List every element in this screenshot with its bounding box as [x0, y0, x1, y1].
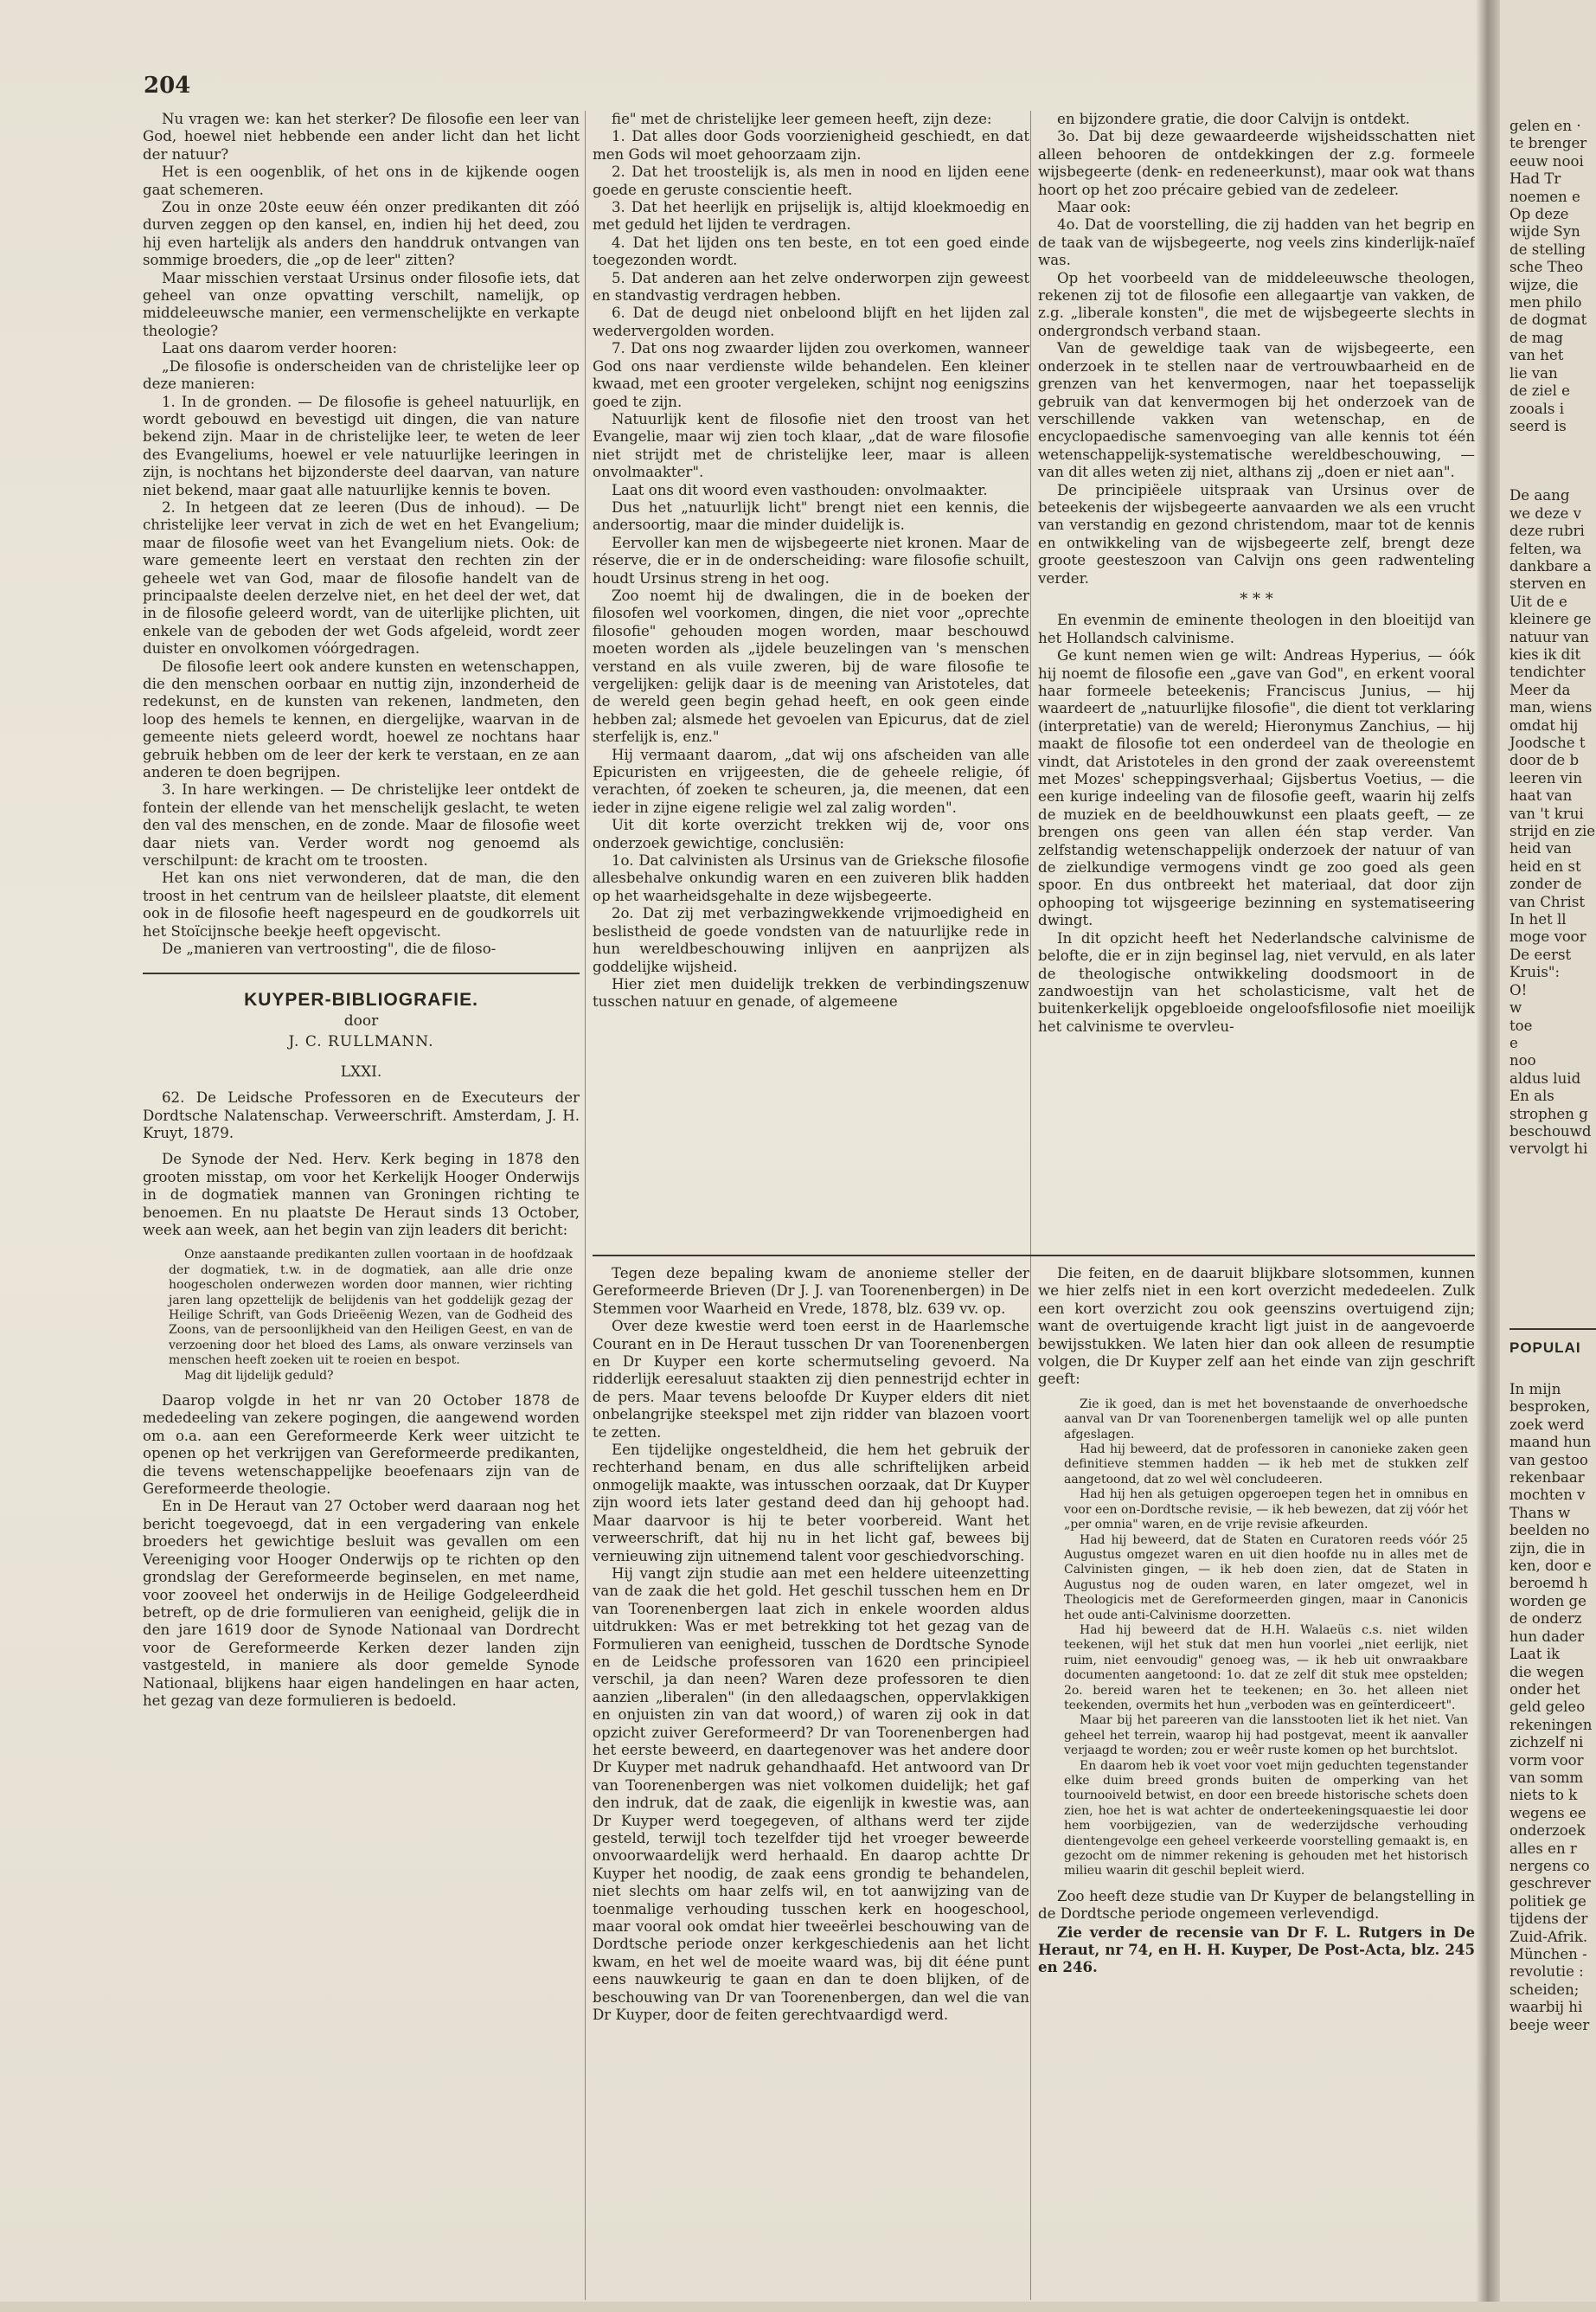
- paragraph: De filosofie leert ook andere kunsten en wetenschappen, die den menschen oorbaar en nuttig zijn, inzonderheid de redekunst, en de kunsten van rekenen, landmeten, den loop des hemels te kennen, en diergelijke, waarvan in de gemeente niets geleerd wordt, hoewel ze nochtans haar gebruik hebben om de leer der kerk te verstaan, en ze aan anderen te doen begrijpen.: [143, 658, 580, 781]
- adjacent-line: toe: [1509, 1017, 1533, 1034]
- adjacent-line: die wegen: [1509, 1663, 1585, 1680]
- page-number: 204: [144, 73, 191, 99]
- paragraph: Van de geweldige taak van de wijsbegeerte, een onderzoek in te stellen naar de vertrouwbaarheid en de grenzen van het kenvermogen, naar het toepasselijk gebruik van dat kenvermogen bij het onderzoek van de verschillende vakken van wetenschap, en de encyclopaedische samenvoeging van alle kennis tot één wetenschappelijk-systematische wereldbeschouwing, — van dit alles weten zij niet, althans zij „doen er niet aan".: [1038, 340, 1475, 481]
- column-1-body: [143, 111, 580, 959]
- paragraph: 2o. Dat zij met verbazingwekkende vrijmoedigheid en beslistheid de goede vondsten van de natuurlijke rede in hun wereldbeschouwing inlijven en aanprijzen als goddelijke wijsheid.: [593, 905, 1029, 975]
- adjacent-page-edge: [1492, 0, 1596, 2302]
- adjacent-line: w: [1509, 999, 1522, 1017]
- adjacent-line: aldus luid: [1509, 1069, 1581, 1087]
- adjacent-line: Joodsche t: [1509, 735, 1586, 751]
- reference-note: Zie verder de recensie van Dr F. L. Rutgers in De Heraut, nr 74, en H. H. Kuyper, De Post-Acta, blz. 245 en 246.: [1038, 1923, 1475, 1976]
- quote-paragraph: Had hij beweerd dat de H.H. Walaeüs c.s. niet wilden teekenen, wijl het stuk dat men hun voorlei „niet eerlijk, niet ruim, niet eenvoudig" genoeg was, — ik heb uit onwraakbare documenten aangetoond: 1o. dat ze zelf dit stuk mee opstelden; 2o. bereid waren het te teekenen; en 3o. het alleen niet teekenden, overmits het hun „verboden was en geïnterdiceert".: [1064, 1622, 1468, 1712]
- bibliography-entry: 62. De Leidsche Professoren en de Executeurs der Dordtsche Nalatenschap. Verweerschrift. Amsterdam, J. H. Kruyt, 1879.: [143, 1089, 580, 1141]
- paragraph: Hier ziet men duidelijk trekken de verbindingszenuw tusschen natuur en genade, of algemeene: [593, 975, 1029, 1011]
- adjacent-line: Laat ik: [1509, 1646, 1561, 1663]
- quote-paragraph: Had hij beweerd, dat de Staten en Curatoren reeds vóór 25 Augustus omgezet waren en uit dien hoofde nu in alles met de Calvinisten gingen, — ik heb doen zien, dat de Staten in Augustus nog de ouden waren, en later omgezet, wel in Theologicis met de Gereformeerden gingen, maar in Canonicis het oude anti-Calvinisme doorzetten.: [1064, 1532, 1468, 1622]
- adjacent-line: van gestoo: [1509, 1451, 1588, 1468]
- adjacent-page-text-top: [1509, 118, 1596, 1159]
- adjacent-line: In het ll: [1509, 911, 1567, 928]
- adjacent-line: ken, door e: [1509, 1557, 1592, 1575]
- paragraph: 3. Dat het heerlijk en prijselijk is, altijd kloekmoedig en met geduld het lijden te verdragen.: [593, 199, 1029, 234]
- adjacent-line: O!: [1509, 981, 1528, 999]
- column-divider-2: [1030, 111, 1031, 2300]
- adjacent-gap: [1509, 435, 1596, 487]
- quote-paragraph: En daarom heb ik voet voor voet mijn geduchten tegenstander elke duim breed gronds buiten de omperking van het tournooiveld betwist, en door een breede historische schets doen zien, hoe het is wat achter de onderteekeningsquaestie lei door hem voorbijgezien, van de wederzijdsche verhouding dientengevolge een geheel verkeerde voorstelling gemaakt is, en gezocht om de nimmer rekening is gehouden met het historisch milieu waarin dit geschil bepleit wierd.: [1064, 1758, 1468, 1878]
- adjacent-page-heading: POPULAI: [1509, 1339, 1581, 1356]
- paragraph: Een tijdelijke ongesteldheid, die hem het gebruik der rechterhand benam, en dus alle schriftelijken arbeid onmogelijk maakte, was intusschen oorzaak, dat Dr Kuyper zijn woord iets later gestand deed dan hij gehoopt had. Maar daarvoor is hij te beter voorbereid. Want het verweerschrift, dat hij nu in het licht gaf, bewees bij vernieuwing zijn uitnemend talent voor geschiedvorsching.: [593, 1442, 1029, 1564]
- paragraph: 1. Dat alles door Gods voorzienigheid geschiedt, en dat men Gods wil moet gehoorzaam zijn.: [593, 128, 1029, 163]
- adjacent-line: beeje weer: [1509, 2016, 1590, 2033]
- paragraph: Eervoller kan men de wijsbegeerte niet kronen. Maar de réserve, die er in de onderscheiding: ware filosofie schuilt, houdt Ursinus streng in het oog.: [593, 534, 1029, 587]
- adjacent-line: seerd is: [1509, 417, 1567, 434]
- adjacent-line: deze rubri: [1509, 523, 1585, 540]
- adjacent-line: heid van: [1509, 840, 1572, 857]
- paragraph: Daarop volgde in het nr van 20 October 1878 de mededeeling van zekere pogingen, die aangewend worden om o.a. aan een Gereformeerde Kerk weer uitzicht te openen op het verkrijgen van Gereformeerde predikanten, die tevens wetenschappelijke beoefenaars zijn van de Gereformeerde theologie.: [143, 1392, 580, 1498]
- bibliography-body-2: [143, 1392, 580, 1710]
- adjacent-line: Zuid-Afrik.: [1509, 1928, 1588, 1945]
- paragraph: Maar ook:: [1057, 199, 1131, 216]
- bibliography-body: [143, 1151, 580, 1239]
- adjacent-line: niets to k: [1509, 1787, 1578, 1804]
- adjacent-line: beroemd h: [1509, 1575, 1588, 1592]
- paragraph: 2. In hetgeen dat ze leeren (Dus de inhoud). — De christelijke leer vervat in zich de wet en het Evangelium; maar de filosofie weet van het Evangelium niets. Ook: de ware gemeente leert en verstaat den rechten zin der geheele wet van God, maar de filosofie handelt van de principaalste deelen derzelve niet, en het deel der wet, dat in de filosofie geleerd wordt, van de uiterlijke plichten, uit enkele van de geboden der wet Gods afgeleid, wordt zeer duister en onvolkomen vóórgedragen.: [143, 498, 580, 658]
- adjacent-line: nergens co: [1509, 1857, 1590, 1874]
- adjacent-line: Op deze: [1509, 206, 1569, 223]
- adjacent-line: van 't krui: [1509, 805, 1584, 822]
- quote-paragraph: Zie ik goed, dan is met het bovenstaande de onverhoedsche aanval van Dr van Toorenenbergen tamelijk wel op alle punten afgeslagen.: [1064, 1397, 1468, 1442]
- adjacent-line: van het: [1509, 347, 1564, 364]
- adjacent-line: de stelling: [1509, 241, 1586, 258]
- adjacent-line: hun dader: [1509, 1628, 1585, 1645]
- section-rule: [143, 973, 580, 974]
- column-divider-1: [585, 111, 586, 2300]
- adjacent-line: geschrever: [1509, 1875, 1591, 1892]
- adjacent-line: besproken,: [1509, 1398, 1591, 1416]
- adjacent-line: Thans w: [1509, 1504, 1571, 1521]
- adjacent-line: te brenger: [1509, 135, 1587, 152]
- paragraph: en bijzondere gratie, die door Calvijn is ontdekt.: [1057, 111, 1410, 127]
- paragraph: 4. Dat het lijden ons ten beste, en tot een goed einde toegezonden wordt.: [593, 234, 1029, 269]
- adjacent-line: de onderz: [1509, 1610, 1582, 1628]
- adjacent-line: rekeningen: [1509, 1716, 1593, 1733]
- adjacent-page-text-bottom: [1509, 1381, 1596, 2034]
- paragraph: Ge kunt nemen wien ge wilt: Andreas Hyperius, — óók hij noemt de filosofie een „gave van God", en erkent vooral haar formeele beteekenis; Franciscus Junius, — hij waardeert de „natuurlijke filosofie", die dient tot verklaring (interpretatie) van de wereld; Hieronymus Zanchius, — hij maakt de filosofie tot een onderdeel van de theologie en vindt, dat Aristoteles in den grond der zaak overeenstemt met Mozes' scheppingsverhaal; Gijsbertus Voetius, — die een kurige indeeling van de filosofie geeft, waarin hij zelfs de muziek en de beeldhouwkunst een plaats geeft, — ze brengen ons geen van allen één stap verder. Van zelfstandig wetenschappelijk onderzoek der natuur of van de zielkundige vermogens vindt ge zoo goed als geen spoor. En dus ontbreekt het materiaal, dat door zijn ophooping tot wijsgeerige bezinning en systematiseering dwingt.: [1038, 647, 1475, 929]
- adjacent-line: lie van: [1509, 364, 1558, 382]
- adjacent-line: omdat hij: [1509, 716, 1579, 734]
- adjacent-line: wijde Syn: [1509, 223, 1580, 241]
- paragraph: Hij vangt zijn studie aan met een heldere uiteenzetting van de zaak die het gold. Het geschil tusschen hem en Dr van Toorenenbergen laat zich in enkele woorden aldus uitdrukken: Was er met betrekking tot het gezag van de Formulieren van eenigheid, tusschen de Dordtsche Synode en de Leidsche professoren van 1620 een principieel verschil, ja dan neen? Waren deze professoren te dien aanzien „liberalen" (in den alledaagschen, oppervlakkigen en onjuisten zin van dat woord,) of waren zij ook in dat opzicht zuiver Gereformeerd? Dr van Toorenenbergen had het eerste beweerd, en daartegenover was het andere door Dr Kuyper met nadruk gehandhaafd. Het antwoord van Dr van Toorenenbergen was niet volkomen duidelijk; het gaf den indruk, dat de zaak, die eigenlijk in kwestie was, aan Dr Kuyper werd toegegeven, of althans werd ter zijde gesteld, terwijl toch tezelfder tijd het vroeger beweerde onvoorwaardelijk werd herhaald. En daarop achtte Dr Kuyper het noodig, de zaak eens grondig te behandelen, niet slechts om haar zelfs wil, en tot aanwijzing van de toenmalige verhouding tusschen kerk en hoogeschool, maar vooral ook omdat hier tweeërlei beschouwing van de Dordtsche periode onzer kerkgeschiedenis aan het licht kwam, en het wel de moeite waard was, bij dit ééne punt eens nauwkeurig te gaan en dan te doen blijken, of de beschouwing van Dr van Toorenenbergen, dan wel die van Dr Kuyper, door de feiten gerechtvaardigd werd.: [593, 1564, 1029, 2024]
- paragraph: Over deze kwestie werd toen eerst in de Haarlemsche Courant en in De Heraut tusschen Dr van Toorenenbergen en Dr Kuyper een korte schermutseling gevoerd. Na ridderlijk eeresaluut staakten zij dien pennestrijd echter in de pers. Maar tevens beloofde Dr Kuyper elders dit niet onbelangrijke steekspel met zijn ridder van blazoen voort te zetten.: [593, 1318, 1029, 1441]
- adjacent-line: beelden no: [1509, 1522, 1590, 1539]
- adjacent-line: worden ge: [1509, 1592, 1586, 1609]
- paragraph: De „manieren van vertroosting", die de filoso-: [162, 941, 497, 958]
- paragraph: Laat ons dit woord even vasthouden: onvolmaakter.: [612, 481, 988, 498]
- adjacent-line: felten, wa: [1509, 540, 1582, 557]
- adjacent-line: onder het: [1509, 1680, 1580, 1698]
- adjacent-line: dankbare a: [1509, 557, 1592, 575]
- adjacent-line: zichzelf ni: [1509, 1734, 1584, 1751]
- adjacent-line: de mag: [1509, 329, 1563, 346]
- paragraph: In dit opzicht heeft het Nederlandsche calvinisme de belofte, die er in zijn beginsel lag, niet vervuld, en als later de theologische ontwikkeling doodsmoort in de zandwoestijn van het scholasticisme, valt het de buitenkerkelijk opgebloeide ongeloofsfilosofie niet moeilijk het calvinisme te overvleu-: [1038, 929, 1475, 1035]
- adjacent-line: kleinere ge: [1509, 611, 1592, 628]
- adjacent-line: rekenbaar: [1509, 1469, 1585, 1487]
- bibliography-door: door: [343, 1012, 379, 1030]
- adjacent-line: maand hun: [1509, 1434, 1592, 1451]
- adjacent-line: alles en r: [1509, 1840, 1577, 1857]
- paragraph: De Synode der Ned. Herv. Kerk beging in 1878 den grooten misstap, om voor het Kerkelijk Hooger Onderwijs in de dogmatiek mannen van Groningen richting te benoemen. En nu plaatste De Heraut sinds 13 October, week aan week, aan het begin van zijn leaders dit bericht:: [143, 1151, 580, 1238]
- adjacent-line: strophen g: [1509, 1105, 1588, 1122]
- adjacent-line: door de b: [1509, 752, 1580, 769]
- paragraph: Tegen deze bepaling kwam de anonieme steller der Gereformeerde Brieven (Dr J. J. van Toorenenbergen) in De Stemmen voor Waarheid en Vrede, 1878, blz. 639 vv. op.: [593, 1265, 1029, 1317]
- paragraph: 2. Dat het troostelijk is, als men in nood en lijden eene goede en geruste conscientie heeft.: [593, 164, 1029, 198]
- section-stars: * * *: [1240, 589, 1273, 608]
- adjacent-line: sche Theo: [1509, 259, 1584, 276]
- paragraph: Laat ons daarom verder hooren:: [162, 340, 398, 357]
- adjacent-line: München -: [1509, 1946, 1587, 1962]
- adjacent-line: noo: [1509, 1052, 1536, 1069]
- adjacent-line: scheiden;: [1509, 1981, 1580, 1998]
- adjacent-line: de ziel e: [1509, 382, 1570, 400]
- adjacent-line: Had Tr: [1509, 170, 1561, 188]
- paragraph: „De filosofie is onderscheiden van de christelijke leer op deze manieren:: [143, 357, 580, 393]
- quote-paragraph: Mag dit lijdelijk geduld?: [184, 1368, 334, 1383]
- quote-paragraph: Maar bij het pareeren van die lansstooten liet ik het niet. Van geheel het terrein, waarop hij had postgevat, meent ik aanvaller verjaagd te worden; zou er weêr ruste komen op het burchtslot.: [1064, 1713, 1468, 1758]
- adjacent-line: De aang: [1509, 487, 1570, 504]
- adjacent-line: de dogmat: [1509, 311, 1587, 329]
- paragraph: En in De Heraut van 27 October werd daaraan nog het bericht toegevoegd, dat in een vergadering van enkele broeders het gewichtige besluit was gevallen om een Vereeniging voor Hooger Onderwijs op te richten op den grondslag der Gereformeerde beginselen, en met name, voor zooveel het onderwijs in de Heilige Godgeleerdheid betreft, op de drie formulieren van eenigheid, gelijk die in den jare 1619 door de Synode Nationaal van Dordrecht voor de Gereformeerde Kerken dezer landen zijn vastgesteld, in maniere als door gemelde Synode Nationaal, blijkens haar eigen handelingen en haar acten, het gezag van deze formulieren is bedoeld.: [143, 1498, 580, 1709]
- paragraph: De principiëele uitspraak van Ursinus over de beteekenis der wijsbegeerte aanvaarden we als een vrucht van verstandig en gezond christendom, maar tot de kennis en ontwikkeling van de wijsbegeerte zelf, brengt deze groote geesteszoon van Calvijn ons geen radwenteling verder.: [1038, 481, 1475, 587]
- adjacent-line: gelen en ·: [1509, 118, 1581, 134]
- adjacent-line: van Christ: [1509, 893, 1586, 910]
- adjacent-line: leeren vin: [1509, 769, 1583, 787]
- paragraph: Uit dit korte overzicht trekken wij de, voor ons onderzoek gewichtige, conclusiën:: [593, 817, 1029, 851]
- adjacent-line: tendichter: [1509, 664, 1586, 681]
- adjacent-line: zoek werd: [1509, 1416, 1585, 1433]
- bibliography-author: J. C. RULLMANN.: [288, 1033, 434, 1051]
- bibliography-quote: [143, 1248, 580, 1384]
- adjacent-line: zooals i: [1509, 400, 1565, 417]
- adjacent-line: mochten v: [1509, 1487, 1586, 1504]
- paragraph: Hij vermaant daarom, „dat wij ons afscheiden van alle Epicuristen en vrijgeesten, die de geheele religie, óf verachten, óf zoeken te scheuren, ja, die meenen, dat een ieder in zijne eigene religie wel zal zalig worden".: [593, 746, 1029, 816]
- adjacent-line: tijdens der: [1509, 1911, 1588, 1928]
- adjacent-line: zonder de: [1509, 876, 1582, 893]
- adjacent-line: noemen e: [1509, 188, 1580, 205]
- adjacent-line: man, wiens: [1509, 699, 1593, 716]
- adjacent-line: Kruis":: [1509, 964, 1561, 981]
- column-3: [1038, 111, 1475, 1201]
- adjacent-line: Meer da: [1509, 681, 1571, 698]
- paragraph: Die feiten, en de daaruit blijkbare slotsommen, kunnen we hier zelfs niet in een kort overzicht mededeelen. Zulk een kort overzicht zou ook geenszins overtuigend zijn; want de overtuigende kracht ligt juist in de aangevoerde bewijsstukken. We laten hier dan ook alleen de resumptie volgen, die Dr Kuyper zelf aan het einde van zijn geschrift geeft:: [1038, 1265, 1475, 1388]
- paragraph: 6. Dat de deugd niet onbeloond blijft en het lijden zal wedervergolden worden.: [593, 305, 1029, 339]
- paragraph: Zoo noemt hij de dwalingen, die in de boeken der filosofen wel voorkomen, dingen, die niet voor „oprechte filosofie" gehouden mogen worden, maar beschouwd moeten worden als „ijdele beuzelingen van 's menschen verstand en als vuile zweren, bij de ware filosofie te vergelijken: gelijk daar is de meening van Aristoteles, dat de wereld geen begin gehad heeft, en ook geen einde hebben zal; alsmede het gevoelen van Epicurus, dat de ziel sterfelijk is, enz.": [593, 587, 1029, 746]
- adjacent-line: moge voor: [1509, 928, 1586, 946]
- adjacent-line: beschouwd: [1509, 1122, 1592, 1140]
- adjacent-line: De eerst: [1509, 946, 1572, 963]
- adjacent-line: waarbij hi: [1509, 1999, 1583, 2016]
- adjacent-line: onderzoek: [1509, 1822, 1586, 1840]
- paragraph: Nu vragen we: kan het sterker? De filosofie een leer van God, hoewel niet hebbende een ander licht dan het licht der natuur?: [143, 111, 580, 163]
- adjacent-page-rule: [1509, 1328, 1596, 1330]
- adjacent-line: politiek ge: [1509, 1892, 1586, 1910]
- adjacent-line: e: [1509, 1034, 1518, 1051]
- column-2-lower: [593, 1265, 1029, 2312]
- quote-paragraph: Onze aanstaande predikanten zullen voortaan in de hoofdzaak der dogmatiek, t.w. in de dogmatiek, aan alle drie onze hoogescholen onderwezen worden door mannen, wier richting jaren lang opzettelijk de belijdenis van het goddelijk gezag der Heilige Schrift, van Gods Drieëenig Wezen, van de Godheid des Zoons, van de persoonlijkheid van den Heiligen Geest, en van de verzoening door het bloed des Lams, als onware verzinsels van menschen heeft zoeken uit te roeien en bespot.: [169, 1248, 573, 1368]
- paragraph: Maar misschien verstaat Ursinus onder filosofie iets, dat geheel van onze opvatting verschilt, namelijk, op middeleeuwsche manier, een vermenschelijkte en verkapte theologie?: [143, 269, 580, 339]
- paragraph: Zou in onze 20ste eeuw één onzer predikanten dit zóó durven zeggen op den kansel, en, indien hij het deed, zou hij even hartelijk als anders den handdruk ontvangen van sommige broeders, die „op de leer" zitten?: [143, 199, 580, 269]
- adjacent-line: strijd en zie: [1509, 823, 1596, 840]
- adjacent-line: sterven en: [1509, 575, 1586, 593]
- adjacent-line: geld geleo: [1509, 1699, 1586, 1716]
- adjacent-line: eeuw nooi: [1509, 152, 1584, 170]
- adjacent-line: kies ik dit: [1509, 645, 1581, 663]
- paragraph: 3o. Dat bij deze gewaardeerde wijsheidsschatten niet alleen behooren de ontdekkingen der z.g. formeele wijsbegeerte (denk- en redeneerkunst), maar ook wat thans hoort op het zoo précaire gebied van de zedeleer.: [1038, 128, 1475, 198]
- paragraph: 7. Dat ons nog zwaarder lijden zou overkomen, wanneer God ons naar verdienste wilde behandelen. Een kleiner kwaad, met een grooter vergeleken, schijnt nog eenigszins goed te zijn.: [593, 340, 1029, 410]
- paragraph: 3. In hare werkingen. — De christelijke leer ontdekt de fontein der ellende van het menschelijk geslacht, te weten den val des menschen, en de zonde. Maar de filosofie weet daar niets van. Verder wordt nog genoemd als verschilpunt: de kracht om te troosten.: [143, 781, 580, 870]
- adjacent-line: zijn, die in: [1509, 1539, 1586, 1557]
- paragraph: Op het voorbeeld van de middeleeuwsche theologen, rekenen zij tot de filosofie een allegaartje van vakken, de z.g. „liberale konsten", die met de wijsbegeerte slechts in ondergrondsch verband staan.: [1038, 269, 1475, 339]
- paragraph: En evenmin de eminente theologen in den bloeitijd van het Hollandsch calvinisme.: [1038, 612, 1475, 646]
- adjacent-line: natuur van: [1509, 628, 1589, 645]
- adjacent-line: we deze v: [1509, 504, 1581, 522]
- adjacent-line: vervolgt hi: [1509, 1140, 1588, 1158]
- adjacent-line: heid en st: [1509, 857, 1581, 875]
- adjacent-line: wegens ee: [1509, 1804, 1586, 1821]
- adjacent-line: men philo: [1509, 294, 1582, 311]
- quote-paragraph: Had hij beweerd, dat de professoren in canonieke zaken geen definitieve stemmen hadden — ik heb met de stukken zelf aangetoond, dat zo wel wèl concludeeren.: [1064, 1442, 1468, 1487]
- adjacent-line: wijze, die: [1509, 276, 1579, 293]
- paragraph: Natuurlijk kent de filosofie niet den troost van het Evangelie, maar wij zien toch klaar, „dat de ware filosofie niet strijdt met de christelijke leer, maar is alleen onvolmaakter".: [593, 410, 1029, 481]
- paragraph: 5. Dat anderen aan het zelve onderworpen zijn geweest en standvastig verdragen hebben.: [593, 269, 1029, 305]
- column-2: [593, 111, 1029, 1218]
- paragraph: Het is een oogenblik, of het ons in de kijkende oogen gaat schemeren.: [143, 164, 580, 198]
- adjacent-line: In mijn: [1509, 1381, 1561, 1397]
- paragraph: Het kan ons niet verwonderen, dat de man, die den troost in het centrum van de heilsleer plaatste, dit element ook in de filosofie heeft nagespeurd en de goudkorrels uit het Stoïcijnsche beekje heeft opgevischt.: [143, 870, 580, 940]
- paragraph: 4o. Dat de voorstelling, die zij hadden van het begrip en de taak van de wijsbegeerte, nog veels zins kinderlijk-naïef was.: [1038, 216, 1475, 269]
- paragraph: fie" met de christelijke leer gemeen heeft, zijn deze:: [612, 111, 992, 127]
- adjacent-line: Uit de e: [1509, 593, 1567, 610]
- quote-paragraph: Had hij hen als getuigen opgeroepen tegen het in omnibus en voor een on-Dordtsche revisie, — ik heb bewezen, dat zij vóór het „per omnia" waren, en de vrije revisie afkeurden.: [1064, 1487, 1468, 1532]
- bibliography-title: KUYPER-BIBLIOGRAFIE.: [244, 989, 478, 1010]
- column-3-lower: [1038, 1265, 1475, 2312]
- paragraph: 1. In de gronden. — De filosofie is geheel natuurlijk, en wordt gebouwd en bevestigd uit dingen, die van nature bekend zijn. Maar in de christelijke leer, te weten de leer des Evangeliums, hoewel er vele natuurlijke leeringen in zijn, is nochtans het bijzonderste deel daarvan, van nature niet bekend, maar gaat alle natuurlijke kennis te boven.: [143, 393, 580, 498]
- resumptie-quote: [1038, 1397, 1475, 1879]
- adjacent-line: van somm: [1509, 1769, 1584, 1786]
- column-1: [143, 111, 580, 2309]
- horizontal-rule: [593, 1255, 1475, 1256]
- paragraph: Zoo heeft deze studie van Dr Kuyper de belangstelling in de Dordtsche periode ongemeen verlevendigd.: [1038, 1887, 1475, 1923]
- adjacent-line: vorm voor: [1509, 1751, 1584, 1769]
- paragraph: Dus het „natuurlijk licht" brengt niet een kennis, die andersoortig, maar die minder duidelijk is.: [593, 498, 1029, 534]
- bibliography-number: LXXI.: [340, 1063, 382, 1081]
- page-fold-shadow: [1476, 0, 1500, 2302]
- adjacent-line: haat van: [1509, 787, 1573, 805]
- adjacent-line: revolutie :: [1509, 1963, 1584, 1981]
- adjacent-line: En als: [1509, 1088, 1554, 1105]
- paragraph: 1o. Dat calvinisten als Ursinus van de Grieksche filosofie allesbehalve onkundig waren en een zuiveren blik hadden op het waarheidsgehalte in deze wijsbegeerte.: [593, 852, 1029, 904]
